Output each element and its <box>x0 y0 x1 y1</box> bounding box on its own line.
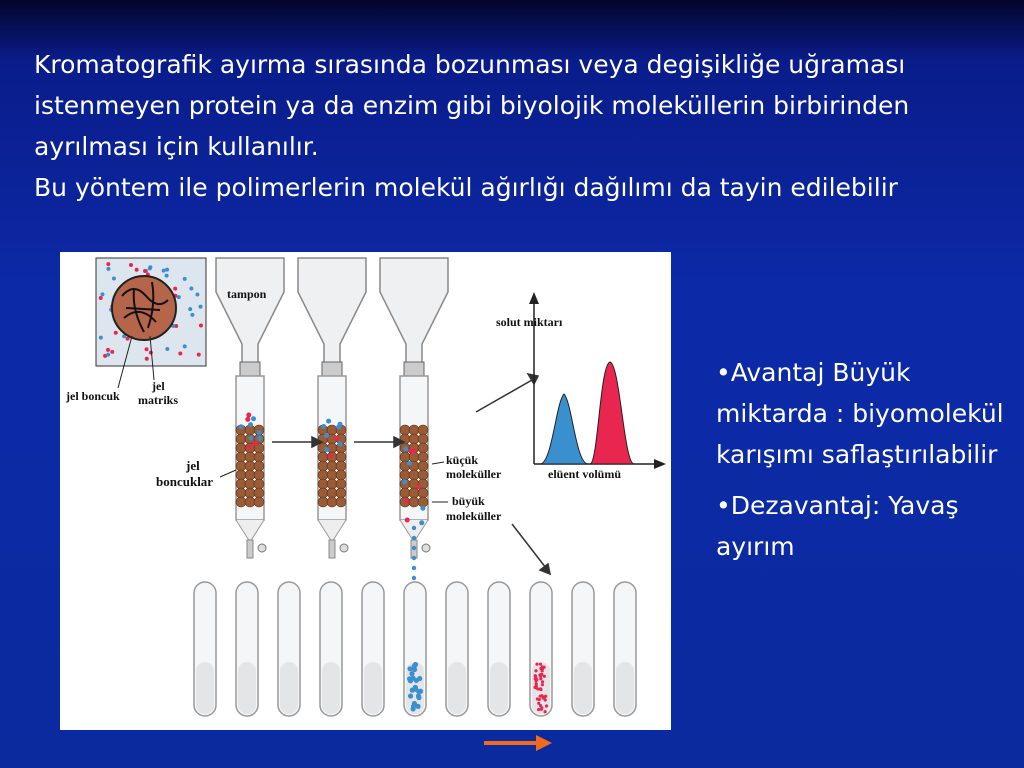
intro-paragraph-1: Kromatografik ayırma sırasında bozunması veya degişikliğe uğraması istenmeyen protein ya da enzim gibi biyolojik moleküllerin birbirinden ayrılması için kullanılır. <box>34 50 910 161</box>
molecule-dot <box>178 351 182 355</box>
test-tube <box>278 582 300 716</box>
molecule-dot <box>114 331 118 335</box>
label-jel-boncuk: jel boncuk <box>66 389 120 403</box>
molecule-dot <box>135 268 139 272</box>
peak-small-molecules <box>590 362 634 464</box>
label-kucuk-1: küçük <box>446 453 479 467</box>
intro-paragraph-2: Bu yöntem ile polimerlerin molekül ağırlığı dağılımı da tayin edilebilir <box>34 173 898 202</box>
test-tube <box>446 582 468 716</box>
label-jel-matriks-2: matriks <box>138 393 178 407</box>
bullet-advantage: •Avantaj Büyük miktarda : biyomolekül karışımı saflaştırılabilir <box>716 358 1004 469</box>
figure-illustration <box>60 252 671 730</box>
label-buyuk-1: büyük <box>452 494 485 508</box>
test-tube <box>236 582 258 716</box>
intro-text <box>10 44 1010 208</box>
chromatography-figure <box>60 252 671 730</box>
label-jel-matriks-1: jel <box>152 379 165 393</box>
columns-group <box>216 258 448 580</box>
label-jel-boncuklar-1: jel <box>186 458 200 473</box>
molecule-dot <box>143 269 147 273</box>
molecule-dot <box>183 344 187 348</box>
molecule-dot <box>189 286 193 290</box>
label-jel-boncuklar-2: boncuklar <box>156 474 214 489</box>
next-arrow-icon[interactable] <box>482 732 554 754</box>
molecule-dot <box>183 277 187 281</box>
test-tube-rack <box>194 582 636 716</box>
label-buyuk-2: moleküller <box>446 509 502 523</box>
molecule-dot <box>106 353 110 357</box>
molecule-dot <box>145 347 149 351</box>
column-2 <box>298 258 366 558</box>
molecule-dot <box>190 313 194 317</box>
molecule-dot <box>106 262 110 266</box>
test-tube <box>194 582 216 716</box>
molecule-dot <box>199 305 203 309</box>
test-tube <box>362 582 384 716</box>
test-tube <box>404 582 426 716</box>
molecule-dot <box>165 268 169 272</box>
test-tube <box>614 582 636 716</box>
column-3 <box>380 258 448 558</box>
label-kucuk-2: moleküller <box>446 467 502 481</box>
molecule-dot <box>173 287 177 291</box>
molecule-dot <box>106 267 110 271</box>
test-tube <box>572 582 594 716</box>
peak-large-molecules <box>540 394 588 464</box>
molecule-dot <box>165 347 169 351</box>
test-tube <box>320 582 342 716</box>
chart-ylabel: solut miktarı <box>496 315 563 329</box>
molecule-dot <box>165 274 169 278</box>
molecule-dot <box>195 292 199 296</box>
label-tampon: tampon <box>227 287 267 301</box>
molecule-dot <box>197 353 201 357</box>
molecule-dot <box>112 276 116 280</box>
molecule-dot <box>99 296 103 300</box>
molecule-dot <box>145 357 149 361</box>
molecule-dot <box>199 324 203 328</box>
molecule-dot <box>149 351 153 355</box>
molecule-dot <box>110 350 114 354</box>
molecule-dot <box>100 292 104 296</box>
gel-matrix-inset <box>96 258 206 388</box>
molecule-dot <box>106 348 110 352</box>
column-1 <box>216 258 284 558</box>
molecule-dot <box>148 266 152 270</box>
bullet-disadvantage: •Dezavantaj: Yavaş ayırım <box>716 491 959 561</box>
molecule-dot <box>129 263 133 267</box>
molecule-dot <box>99 336 103 340</box>
molecule-dot <box>162 269 166 273</box>
chart-xlabel: elüent volümü <box>548 467 622 481</box>
test-tube <box>488 582 510 716</box>
molecule-dot <box>177 295 181 299</box>
molecule-dot <box>188 307 192 311</box>
bullet-list <box>716 352 1016 577</box>
test-tube <box>530 582 552 716</box>
